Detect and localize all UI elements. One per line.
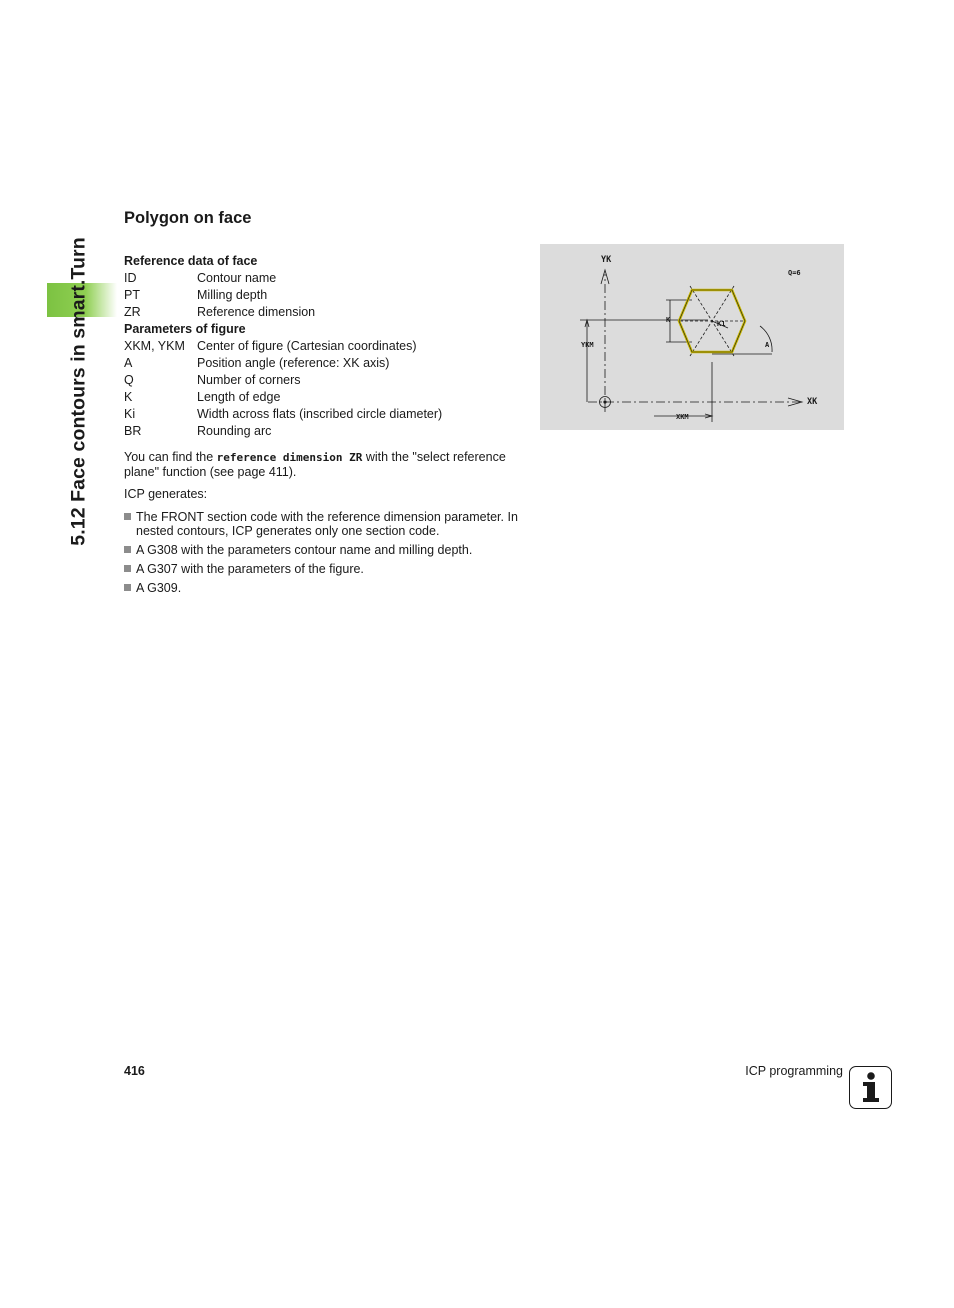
param-key: Ki xyxy=(124,407,136,421)
chapter-side-title: 5.12 Face contours in smart.Turn xyxy=(67,236,90,546)
page-number: 416 xyxy=(124,1064,145,1078)
param-key: A xyxy=(124,356,133,370)
label-ykm: YKM xyxy=(581,341,594,349)
list-item: A G307 with the parameters of the figure. xyxy=(124,562,524,576)
param-key: K xyxy=(124,390,133,404)
reference-group-title: Reference data of face xyxy=(124,254,258,268)
list-item: A G309. xyxy=(124,581,524,595)
param-row xyxy=(124,338,524,355)
reference-note: You can find the reference dimension ZR with the "select reference plane" function (see page 411). xyxy=(124,450,506,479)
polygon-diagram-svg xyxy=(540,244,844,430)
param-row xyxy=(124,389,524,406)
param-key: ZR xyxy=(124,305,141,319)
param-value: Position angle (reference: XK axis) xyxy=(197,356,390,370)
param-value: Contour name xyxy=(197,271,277,285)
param-row xyxy=(124,406,524,423)
param-row xyxy=(124,423,524,440)
param-key: Q xyxy=(124,373,134,387)
code-reference-dimension: reference dimension ZR xyxy=(216,451,363,464)
polygon-diagram xyxy=(540,244,844,430)
label-k: K xyxy=(666,316,671,324)
label-a: A xyxy=(765,341,770,349)
param-key: BR xyxy=(124,424,142,438)
yk-arrow-icon xyxy=(601,270,609,284)
info-glyph-icon xyxy=(850,1067,890,1107)
param-value: Center of figure (Cartesian coordinates) xyxy=(197,339,417,353)
param-row xyxy=(124,355,524,372)
figure-group-title: Parameters of figure xyxy=(124,322,246,336)
section-heading: Polygon on face xyxy=(124,209,252,227)
label-q: Q=6 xyxy=(788,269,801,277)
bullet-square-icon xyxy=(124,584,131,591)
label-xkm: XKM xyxy=(676,413,689,421)
generates-list xyxy=(124,510,524,600)
param-row xyxy=(124,304,524,321)
label-xk: XK xyxy=(807,397,818,407)
bullet-square-icon xyxy=(124,513,131,520)
bullet-square-icon xyxy=(124,546,131,553)
origin-dot-icon xyxy=(604,401,606,403)
param-value: Length of edge xyxy=(197,390,281,404)
param-key: ID xyxy=(124,271,137,285)
list-item: A G308 with the parameters contour name and milling depth. xyxy=(124,543,524,557)
param-value: Rounding arc xyxy=(197,424,272,438)
param-value: Reference dimension xyxy=(197,305,316,319)
param-value: Width across flats (inscribed circle diameter) xyxy=(197,407,443,421)
label-yk: YK xyxy=(601,255,612,265)
param-key: XKM, YKM xyxy=(124,339,185,353)
param-key: PT xyxy=(124,288,140,302)
list-item: The FRONT section code with the reference dimension parameter. In nested contours, ICP generates only one section code. xyxy=(124,510,524,538)
param-row xyxy=(124,270,524,287)
param-value: Milling depth xyxy=(197,288,268,302)
generates-label: ICP generates: xyxy=(124,487,208,501)
param-row xyxy=(124,287,524,304)
param-row xyxy=(124,372,524,389)
param-value: Number of corners xyxy=(197,373,301,387)
parameter-list xyxy=(124,253,524,440)
bullet-square-icon xyxy=(124,565,131,572)
info-icon xyxy=(849,1066,892,1109)
footer-section-title: ICP programming xyxy=(745,1064,843,1078)
label-k1: K1 xyxy=(717,320,726,328)
